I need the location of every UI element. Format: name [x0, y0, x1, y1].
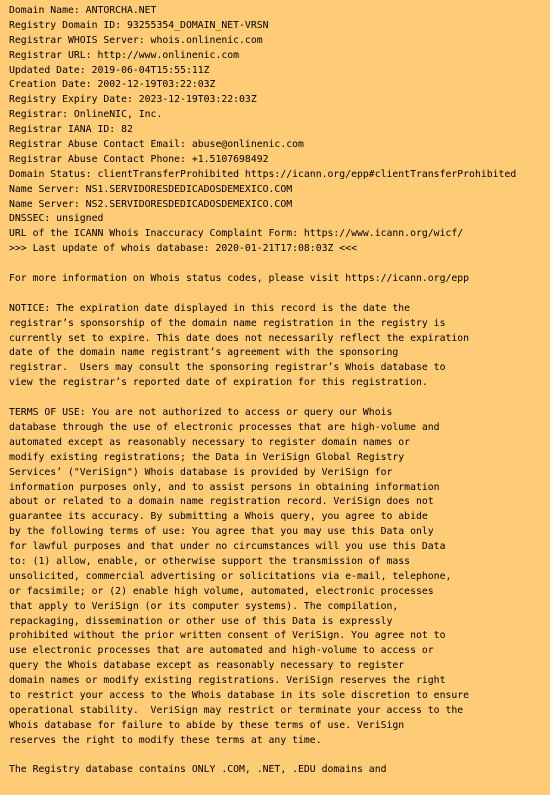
whois-line-registry-expiry-date: Registry Expiry Date: 2023-12-19T03:22:03Z — [9, 94, 257, 106]
terms-line: guarantee its accuracy. By submitting a Whois query, you agree to abide — [9, 511, 428, 523]
terms-line: by the following terms of use: You agree that you may use this Data only — [9, 526, 434, 538]
whois-line-abuse-phone: Registrar Abuse Contact Phone: +1.5107698492 — [9, 153, 269, 165]
terms-line: operational stability. VeriSign may restrict or terminate your access to the — [9, 704, 464, 716]
whois-line-name-server-1: Name Server: NS1.SERVIDORESDEDICADOSDEMEXICO.COM — [9, 183, 293, 195]
notice-line: registrar. Users may consult the sponsoring registrar’s Whois database to — [9, 362, 446, 374]
whois-line-abuse-email: Registrar Abuse Contact Email: abuse@onlinenic.com — [9, 139, 304, 151]
registry-info-line: The Registry database contains ONLY .COM, .NET, .EDU domains and — [9, 764, 387, 776]
terms-line: to restrict your access to the Whois database in its sole discretion to ensure — [9, 689, 470, 701]
terms-line: reserves the right to modify these terms at any time. — [9, 734, 322, 746]
notice-line: registrar’s sponsorship of the domain name registration in the registry is — [9, 317, 446, 329]
terms-line: information purposes only, and to assist persons in obtaining information — [9, 481, 440, 493]
terms-line: domain names or modify existing registrations. VeriSign reserves the right — [9, 675, 446, 687]
terms-line: Services’ ("VeriSign") Whois database is provided by VeriSign for — [9, 466, 393, 478]
whois-line-blank — [9, 287, 550, 302]
terms-line: prohibited without the prior written consent of VeriSign. You agree not to — [9, 630, 446, 642]
whois-line-domain-status: Domain Status: clientTransferProhibited https://icann.org/epp#clientTransferProhibited — [9, 168, 517, 180]
terms-line: TERMS OF USE: You are not authorized to access or query our Whois — [9, 407, 393, 419]
terms-line: automated except as reasonably necessary to register domain names or — [9, 436, 411, 448]
terms-line: about or related to a domain name registration record. VeriSign does not — [9, 496, 434, 508]
terms-line: query the Whois database except as reasonably necessary to register — [9, 660, 405, 672]
terms-line: repackaging, dissemination or other use of this Data is expressly — [9, 615, 393, 627]
whois-line-domain-name: Domain Name: ANTORCHA.NET — [9, 5, 157, 16]
whois-line-creation-date: Creation Date: 2002-12-19T03:22:03Z — [9, 79, 216, 91]
notice-line: currently set to expire. This date does not necessarily reflect the expiration — [9, 332, 470, 344]
terms-line: database through the use of electronic processes that are high-volume and — [9, 421, 440, 433]
whois-line-blank — [9, 749, 550, 764]
terms-line: for lawful purposes and that under no circumstances will you use this Data — [9, 541, 446, 553]
whois-line-last-update: >>> Last update of whois database: 2020-01-21T17:08:03Z <<< — [9, 243, 357, 255]
terms-line: unsolicited, commercial advertising or solicitations via e-mail, telephone, — [9, 570, 452, 582]
whois-line-registrar-url: Registrar URL: http://www.onlinenic.com — [9, 49, 240, 61]
whois-line-name-server-2: Name Server: NS2.SERVIDORESDEDICADOSDEMEXICO.COM — [9, 198, 293, 210]
terms-line: modify existing registrations; the Data in VeriSign Global Registry — [9, 451, 405, 463]
terms-line: or facsimile; or (2) enable high volume, automated, electronic processes — [9, 585, 434, 597]
whois-line-status-codes-info: For more information on Whois status codes, please visit https://icann.org/epp — [9, 273, 470, 285]
whois-line-blank — [9, 391, 550, 406]
notice-line: NOTICE: The expiration date displayed in this record is the date the — [9, 302, 411, 314]
notice-line: view the registrar’s reported date of expiration for this registration. — [9, 377, 428, 389]
whois-line-icann-complaint-url: URL of the ICANN Whois Inaccuracy Complaint Form: https://www.icann.org/wicf/ — [9, 228, 464, 240]
terms-line: use electronic processes that are automated and high-volume to access or — [9, 645, 434, 657]
whois-line-registrar-whois-server: Registrar WHOIS Server: whois.onlinenic.com — [9, 34, 263, 46]
whois-line-dnssec: DNSSEC: unsigned — [9, 213, 104, 225]
notice-line: date of the domain name registrant’s agreement with the sponsoring — [9, 347, 399, 359]
whois-line-registrar-iana-id: Registrar IANA ID: 82 — [9, 124, 133, 136]
terms-line: Whois database for failure to abide by these terms of use. VeriSign — [9, 719, 405, 731]
terms-line: that apply to VeriSign (or its computer systems). The compilation, — [9, 600, 399, 612]
whois-line-updated-date: Updated Date: 2019-06-04T15:55:11Z — [9, 64, 210, 76]
terms-line: to: (1) allow, enable, or otherwise support the transmission of mass — [9, 555, 411, 567]
whois-line-blank — [9, 257, 550, 272]
whois-line-registrar: Registrar: OnlineNIC, Inc. — [9, 109, 163, 121]
whois-line-registry-domain-id: Registry Domain ID: 93255354_DOMAIN_NET-VRSN — [9, 19, 269, 31]
